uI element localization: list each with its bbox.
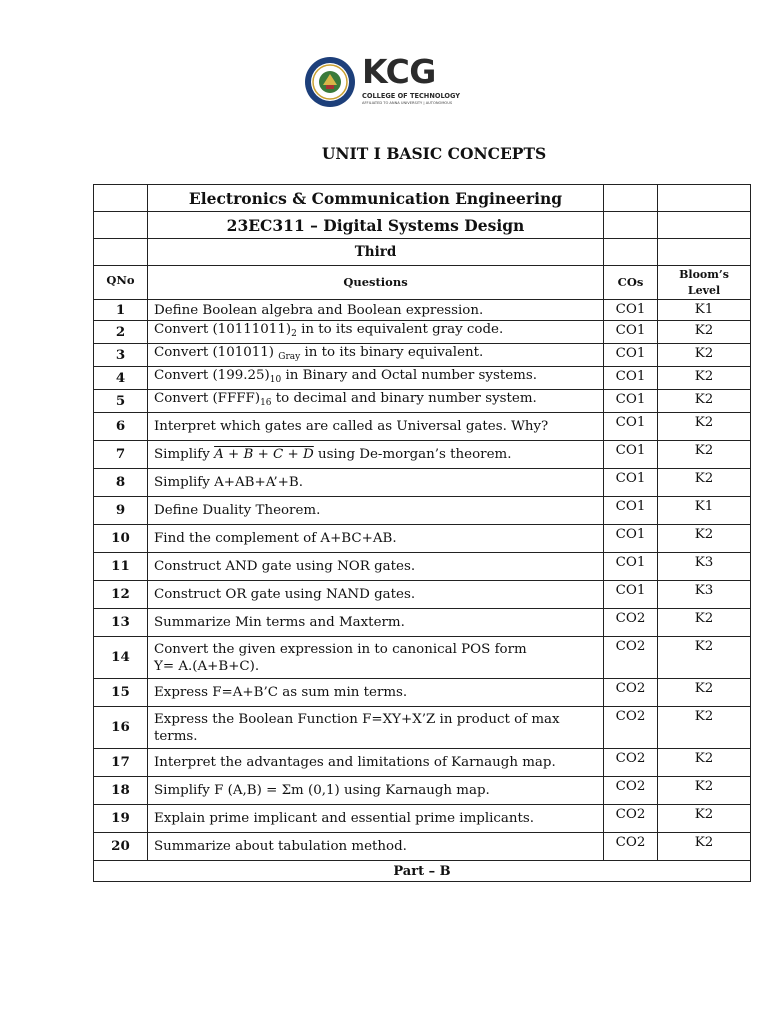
part-b-row xyxy=(94,861,751,882)
question-number: 12 xyxy=(94,581,148,609)
question-text xyxy=(148,525,604,553)
question-row xyxy=(94,707,751,749)
blooms-level: K2 xyxy=(658,679,751,707)
blooms-level: K2 xyxy=(658,777,751,805)
question-text xyxy=(148,344,604,367)
blooms-level: K2 xyxy=(658,344,751,367)
qno-header: QNo xyxy=(94,266,148,300)
course-outcome: CO2 xyxy=(604,609,658,637)
cos-header: COs xyxy=(604,266,658,300)
question-text xyxy=(148,390,604,413)
question-row xyxy=(94,300,751,321)
question-row xyxy=(94,805,751,833)
question-row xyxy=(94,525,751,553)
blooms-level: K1 xyxy=(658,497,751,525)
question-text xyxy=(148,469,604,497)
question-text-main: Express F=A+B’C as sum min terms. xyxy=(154,685,408,700)
question-text-main: Convert (FFFF) xyxy=(154,391,261,406)
blooms-level: K2 xyxy=(658,707,751,749)
question-number: 11 xyxy=(94,553,148,581)
question-row xyxy=(94,321,751,344)
question-text xyxy=(148,637,604,679)
question-number: 18 xyxy=(94,777,148,805)
question-row xyxy=(94,581,751,609)
question-text xyxy=(148,300,604,321)
bloom-level-header: Bloom’s Level xyxy=(658,266,751,300)
question-number: 13 xyxy=(94,609,148,637)
question-number: 14 xyxy=(94,637,148,679)
question-text-main: Express the Boolean Function F=XY+X’Z in product of max xyxy=(154,711,560,727)
header-row-semester xyxy=(94,239,751,266)
question-text xyxy=(148,707,604,749)
course-outcome: CO2 xyxy=(604,749,658,777)
question-text-main: Simplify F (A,B) = Σm (0,1) using Karnaugh map. xyxy=(154,783,490,798)
question-text-main: Convert the given expression in to canonical POS form xyxy=(154,641,527,657)
question-table xyxy=(93,184,751,882)
blooms-level: K3 xyxy=(658,553,751,581)
course-outcome: CO1 xyxy=(604,413,658,441)
blooms-level: K2 xyxy=(658,441,751,469)
blooms-level: K2 xyxy=(658,413,751,441)
question-text xyxy=(148,777,604,805)
course-outcome: CO1 xyxy=(604,525,658,553)
question-number: 3 xyxy=(94,344,148,367)
brand-name: KCG xyxy=(362,52,436,91)
question-row xyxy=(94,553,751,581)
question-text-main: Interpret the advantages and limitations of Karnaugh map. xyxy=(154,755,556,770)
course-outcome: CO2 xyxy=(604,679,658,707)
question-text xyxy=(148,553,604,581)
question-text-main: Convert (10111011) xyxy=(154,322,292,337)
questions-header: Questions xyxy=(148,266,604,300)
course-outcome: CO1 xyxy=(604,581,658,609)
brand-subtitle: COLLEGE OF TECHNOLOGY xyxy=(362,92,461,100)
question-row xyxy=(94,367,751,390)
blooms-level: K2 xyxy=(658,805,751,833)
question-text xyxy=(148,581,604,609)
question-text-main: Simplify xyxy=(154,447,215,462)
blooms-level: K2 xyxy=(658,833,751,861)
question-text xyxy=(148,321,604,344)
course-outcome: CO1 xyxy=(604,469,658,497)
question-text-main: Convert (199.25) xyxy=(154,368,270,383)
course-outcome: CO1 xyxy=(604,441,658,469)
question-number: 6 xyxy=(94,413,148,441)
course-outcome: CO1 xyxy=(604,497,658,525)
question-row xyxy=(94,344,751,367)
question-text-tail: in to its equivalent gray code. xyxy=(296,322,504,337)
question-row xyxy=(94,609,751,637)
course-outcome: CO1 xyxy=(604,300,658,321)
question-row xyxy=(94,833,751,861)
question-row xyxy=(94,777,751,805)
college-seal-icon xyxy=(304,56,356,108)
question-row xyxy=(94,749,751,777)
course-outcome: CO2 xyxy=(604,805,658,833)
question-number: 16 xyxy=(94,707,148,749)
course-outcome: CO2 xyxy=(604,707,658,749)
question-row xyxy=(94,441,751,469)
unit-title: UNIT I BASIC CONCEPTS xyxy=(321,144,547,163)
question-text-main: Interpret which gates are called as Universal gates. Why? xyxy=(154,419,549,434)
question-text-main: Summarize Min terms and Maxterm. xyxy=(154,615,405,630)
question-number: 19 xyxy=(94,805,148,833)
question-number: 15 xyxy=(94,679,148,707)
question-text-main: Define Boolean algebra and Boolean expression. xyxy=(154,302,484,318)
blooms-level: K2 xyxy=(658,321,751,344)
question-number: 1 xyxy=(94,300,148,321)
question-text-tail: using De-morgan’s theorem. xyxy=(313,447,512,462)
question-number: 4 xyxy=(94,367,148,390)
question-row xyxy=(94,637,751,679)
header-row-department xyxy=(94,185,751,212)
department-title: Electronics & Communication Engineering xyxy=(148,185,604,212)
question-row xyxy=(94,469,751,497)
blooms-level: K2 xyxy=(658,749,751,777)
course-title: 23EC311 – Digital Systems Design xyxy=(148,212,604,239)
blooms-level: K2 xyxy=(658,469,751,497)
question-number: 9 xyxy=(94,497,148,525)
question-text-main: Find the complement of A+BC+AB. xyxy=(154,531,397,546)
question-number: 2 xyxy=(94,321,148,344)
brand-tagline: AFFILIATED TO ANNA UNIVERSITY | AUTONOMOUS xyxy=(362,101,453,105)
college-logo xyxy=(304,52,461,110)
question-text-tail: to decimal and binary number system. xyxy=(271,391,537,406)
question-number: 7 xyxy=(94,441,148,469)
question-text-tail: in to its binary equivalent. xyxy=(300,345,484,360)
question-number: 8 xyxy=(94,469,148,497)
semester-label: Third xyxy=(148,239,604,266)
question-text xyxy=(148,679,604,707)
question-row xyxy=(94,679,751,707)
blooms-level: K2 xyxy=(658,609,751,637)
question-subscript: Gray xyxy=(278,352,301,362)
question-subscript: 10 xyxy=(269,375,282,385)
question-number: 17 xyxy=(94,749,148,777)
blooms-level: K2 xyxy=(658,637,751,679)
course-outcome: CO1 xyxy=(604,367,658,390)
question-row xyxy=(94,390,751,413)
question-text-line2: terms. xyxy=(154,728,198,744)
header-row-course xyxy=(94,212,751,239)
question-text xyxy=(148,833,604,861)
question-text xyxy=(148,367,604,390)
blooms-level: K2 xyxy=(658,390,751,413)
question-text-main: Convert (101011) xyxy=(154,345,279,360)
blooms-level: K3 xyxy=(658,581,751,609)
blooms-level: K2 xyxy=(658,367,751,390)
question-row xyxy=(94,413,751,441)
question-text xyxy=(148,497,604,525)
course-outcome: CO1 xyxy=(604,321,658,344)
blooms-level: K2 xyxy=(658,525,751,553)
column-header-row xyxy=(94,266,751,300)
course-outcome: CO1 xyxy=(604,390,658,413)
question-text-main: Explain prime implicant and essential prime implicants. xyxy=(154,811,535,826)
question-text-tail: in Binary and Octal number systems. xyxy=(281,368,537,383)
question-text xyxy=(148,441,604,469)
question-subscript: 2 xyxy=(291,329,297,339)
question-number: 5 xyxy=(94,390,148,413)
question-text xyxy=(148,805,604,833)
question-text-main: Simplify A+AB+A’+B. xyxy=(154,475,303,490)
question-text-main: Define Duality Theorem. xyxy=(154,503,321,518)
question-text-main: Construct AND gate using NOR gates. xyxy=(154,559,416,574)
course-outcome: CO1 xyxy=(604,344,658,367)
question-text-line2: Y= A.(A+B+C). xyxy=(154,658,260,674)
question-text-main: Summarize about tabulation method. xyxy=(154,839,407,854)
overlined-expression: A + B + C + D xyxy=(214,447,314,462)
question-text xyxy=(148,609,604,637)
course-outcome: CO1 xyxy=(604,553,658,581)
question-number: 10 xyxy=(94,525,148,553)
question-number: 20 xyxy=(94,833,148,861)
course-outcome: CO2 xyxy=(604,777,658,805)
question-text xyxy=(148,413,604,441)
course-outcome: CO2 xyxy=(604,637,658,679)
question-text xyxy=(148,749,604,777)
blooms-level: K1 xyxy=(658,300,751,321)
question-row xyxy=(94,497,751,525)
question-subscript: 16 xyxy=(260,398,272,408)
course-outcome: CO2 xyxy=(604,833,658,861)
part-b-heading: Part – B xyxy=(94,861,751,882)
question-text-main: Construct OR gate using NAND gates. xyxy=(154,587,416,602)
